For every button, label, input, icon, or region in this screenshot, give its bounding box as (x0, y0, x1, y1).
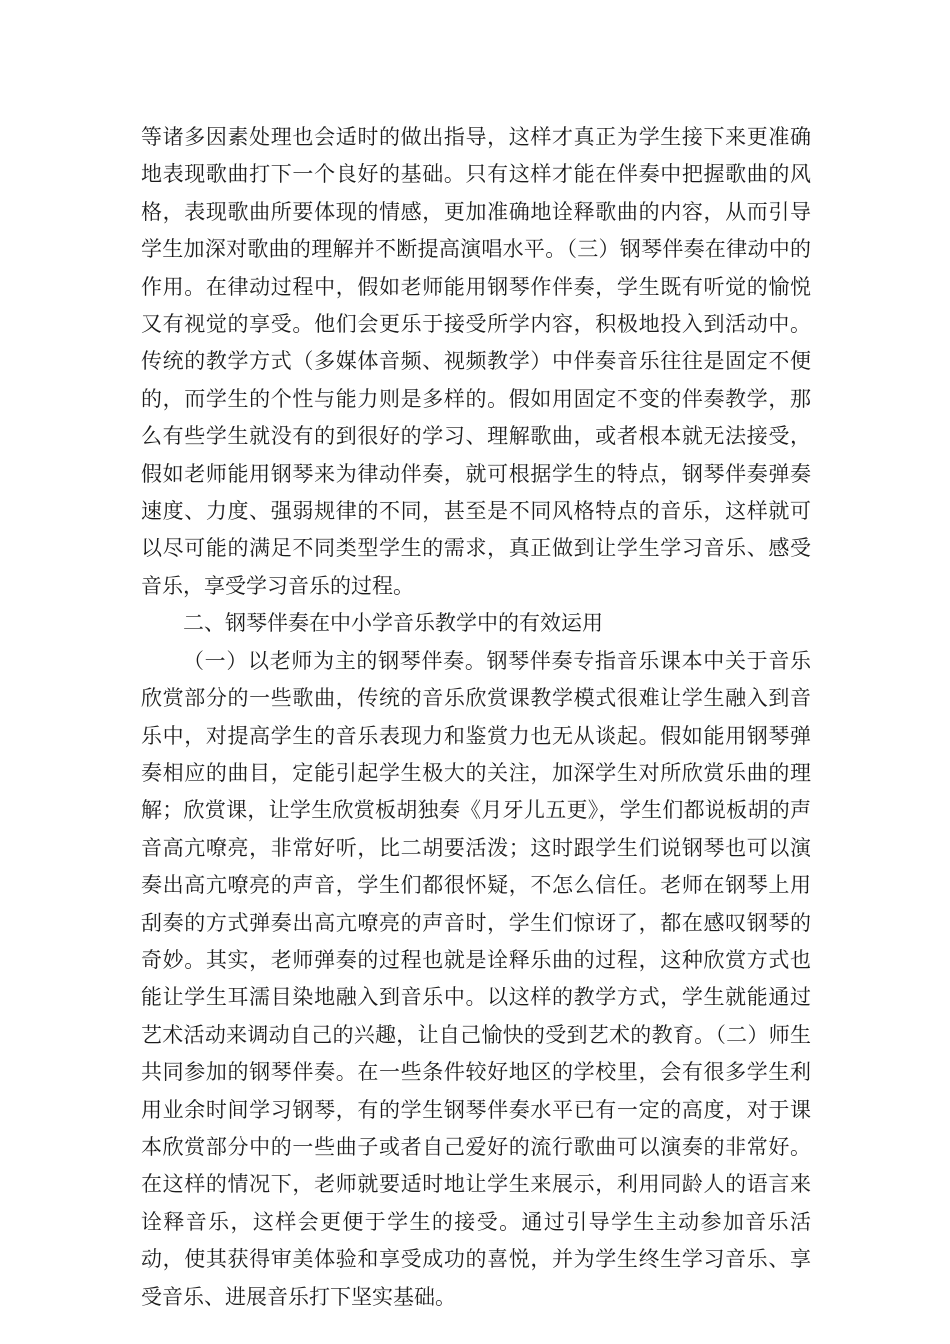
paragraph-body: （一）以老师为主的钢琴伴奏。钢琴伴奏专指音乐课本中关于音乐欣赏部分的一些歌曲，传统的音乐欣赏课教学模式很难让学生融入到音乐中，对提高学生的音乐表现力和鉴赏力也无从谈起。假如能用钢琴弹奏相应的曲目，定能引起学生极大的关注，加深学生对所欣赏乐曲的理解；欣赏课，让学生欣赏板胡独奏《月牙儿五更》，学生们都说板胡的声音高亢嘹亮，非常好听，比二胡要活泼；这时跟学生们说钢琴也可以演奏出高亢嘹亮的声音，学生们都很怀疑，不怎么信任。老师在钢琴上用刮奏的方式弹奏出高亢嘹亮的声音时，学生们惊讶了，都在感叹钢琴的奇妙。其实，老师弹奏的过程也就是诠释乐曲的过程，这种欣赏方式也能让学生耳濡目染地融入到音乐中。以这样的教学方式，学生就能通过艺术活动来调动自己的兴趣，让自己愉快的受到艺术的教育。（二）师生共同参加的钢琴伴奏。在一些条件较好地区的学校里，会有很多学生利用业余时间学习钢琴，有的学生钢琴伴奏水平已有一定的高度，对于课本欣赏部分中的一些曲子或者自己爱好的流行歌曲可以演奏的非常好。在这样的情况下，老师就要适时地让学生来展示，利用同龄人的语言来诠释音乐，这样会更便于学生的接受。通过引导学生主动参加音乐活动，使其获得审美体验和享受成功的喜悦，并为学生终生学习音乐、享受音乐、进展音乐打下坚实基础。 (141, 648, 811, 1309)
paragraph-continuation: 等诸多因素处理也会适时的做出指导，这样才真正为学生接下来更准确地表现歌曲打下一个良好的基础。只有这样才能在伴奏中把握歌曲的风格，表现歌曲所要体现的情感，更加准确地诠释歌曲的内容，从而引导学生加深对歌曲的理解并不断提高演唱水平。（三）钢琴伴奏在律动中的作用。在律动过程中，假如老师能用钢琴作伴奏，学生既有听觉的愉悦又有视觉的享受。他们会更乐于接受所学内容，积极地投入到活动中。传统的教学方式（多媒体音频、视频教学）中伴奏音乐往往是固定不便的，而学生的个性与能力则是多样的。假如用固定不变的伴奏教学，那么有些学生就没有的到很好的学习、理解歌曲，或者根本就无法接受，假如老师能用钢琴来为律动伴奏，就可根据学生的特点，钢琴伴奏弹奏速度、力度、强弱规律的不同，甚至是不同风格特点的音乐，这样就可以尽可能的满足不同类型学生的需求，真正做到让学生学习音乐、感受音乐，享受学习音乐的过程。 (141, 125, 811, 598)
section-heading: 二、钢琴伴奏在中小学音乐教学中的有效运用 (183, 611, 603, 636)
document-text-block (141, 119, 811, 1316)
